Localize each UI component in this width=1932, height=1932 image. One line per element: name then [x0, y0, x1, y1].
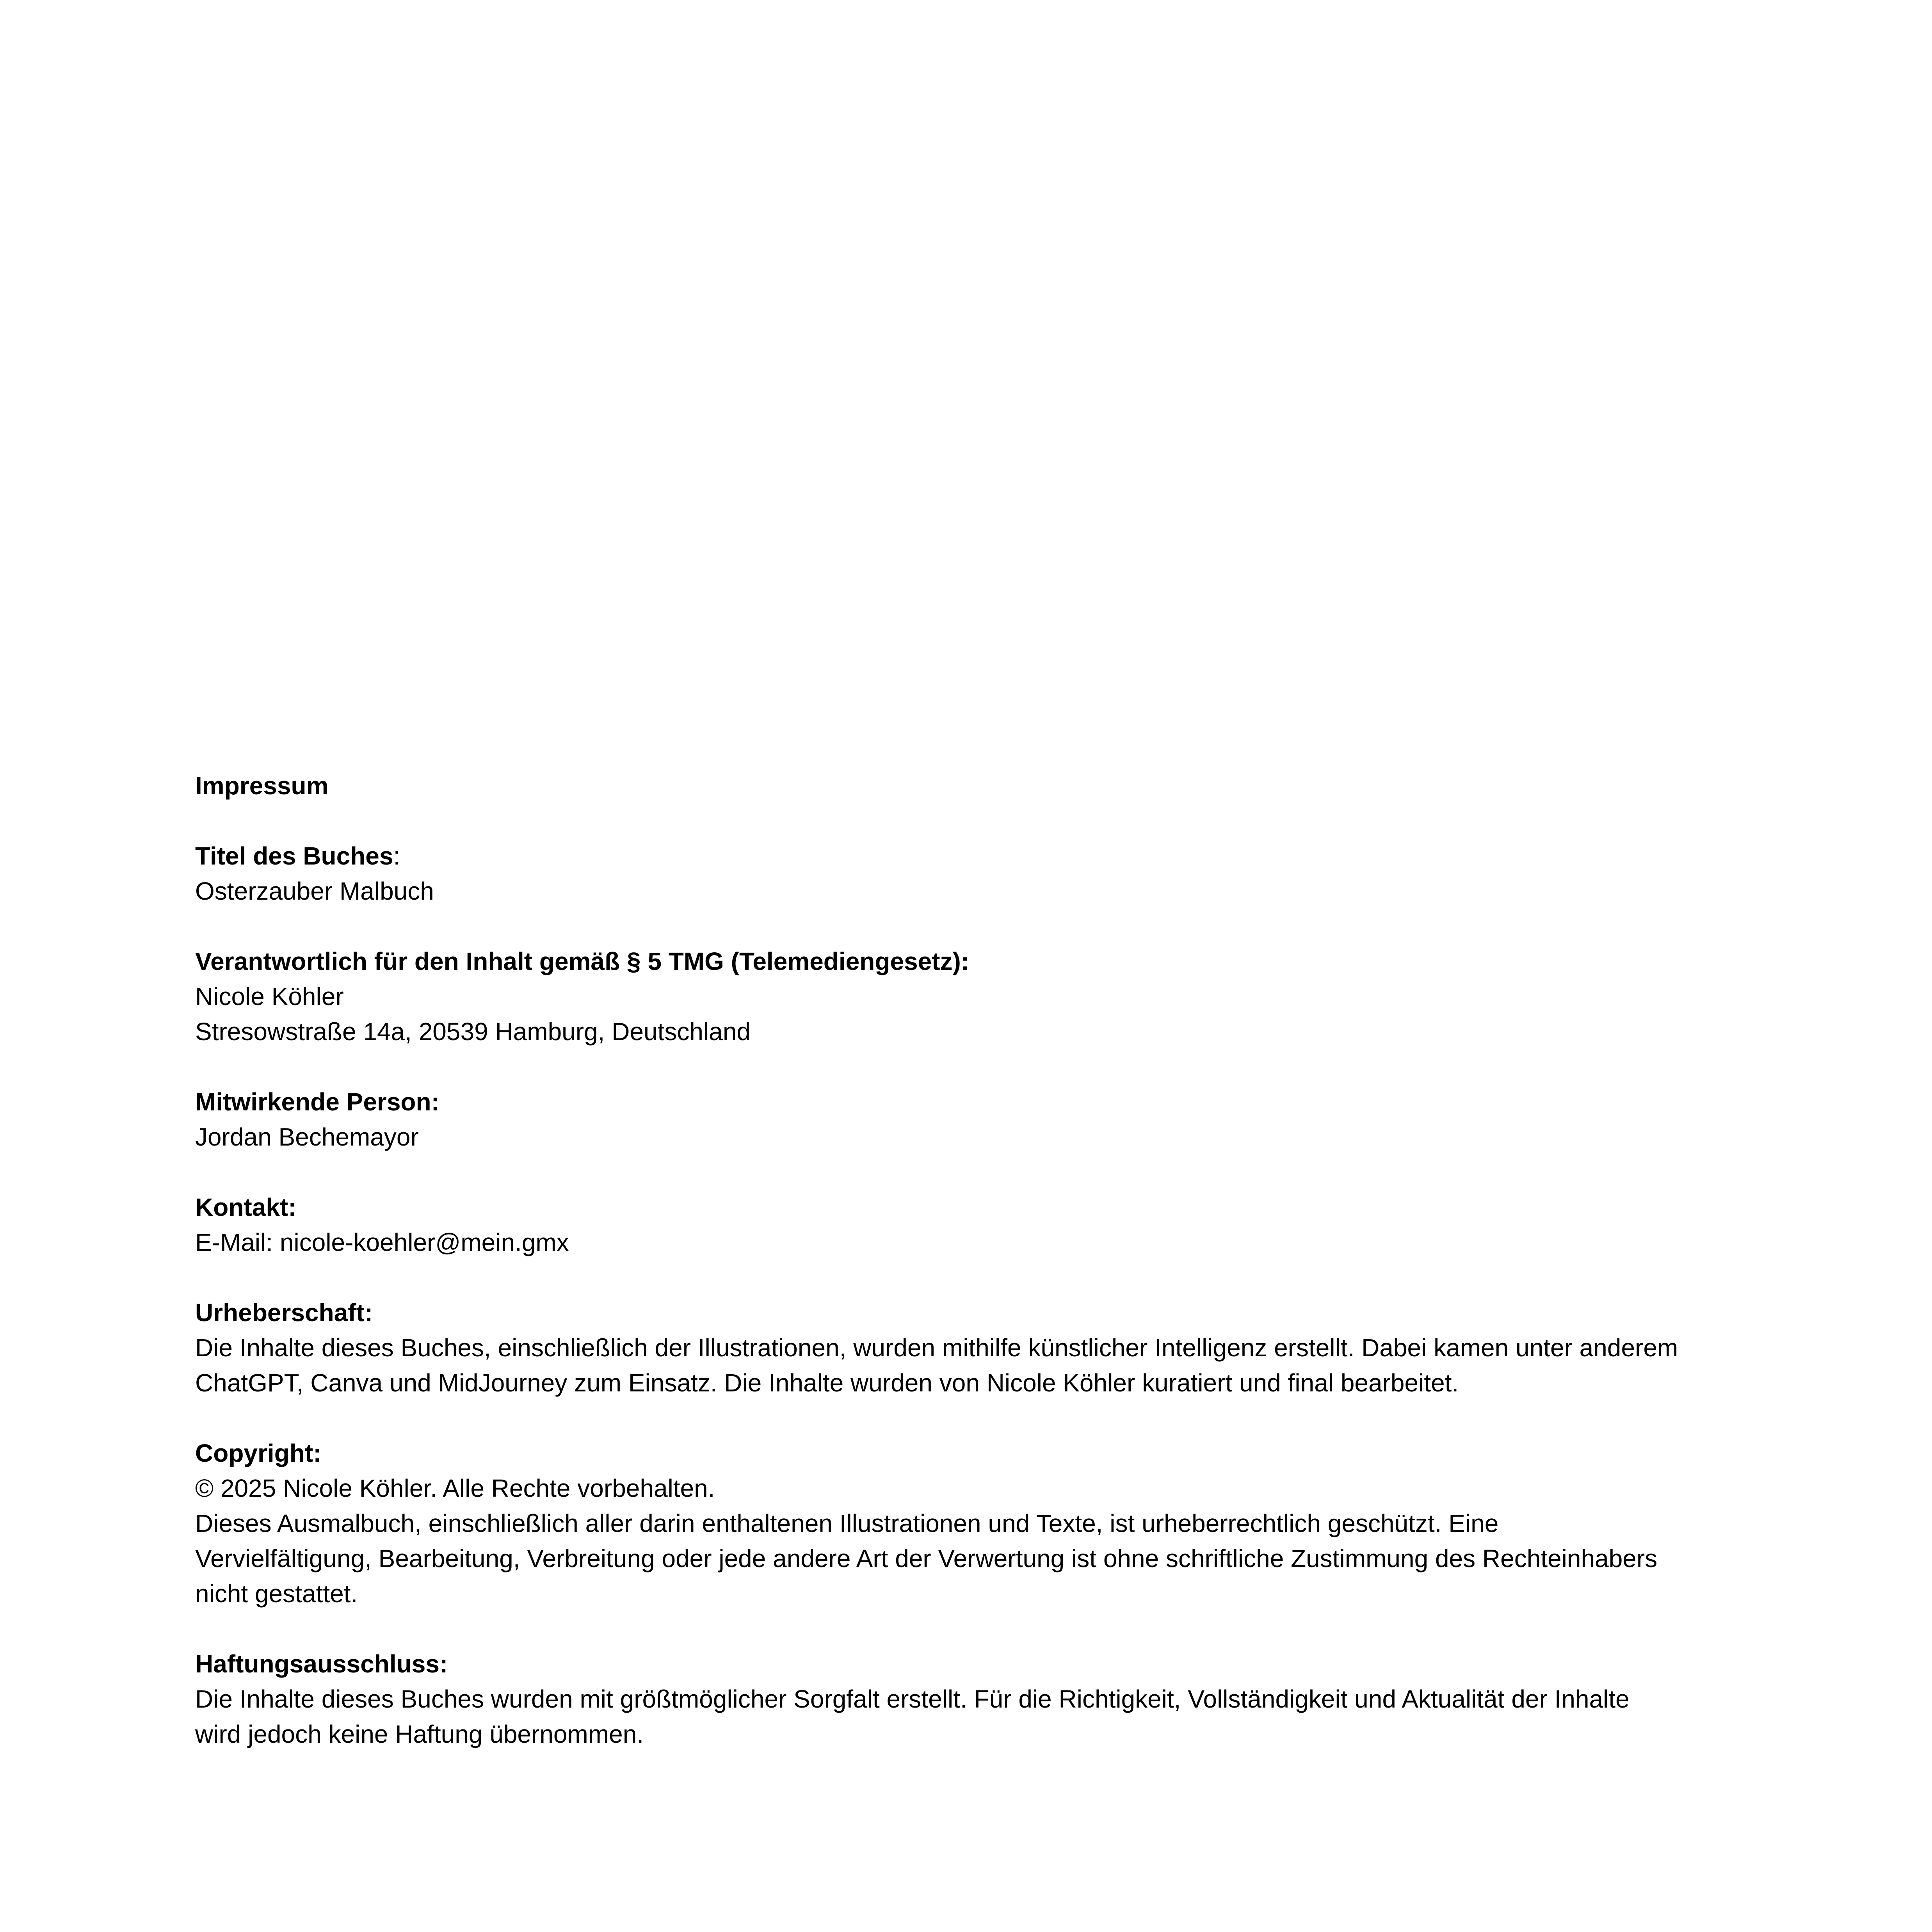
copyright-section-label: Copyright:: [195, 1439, 322, 1467]
spacer: [195, 1611, 1795, 1646]
authorship-text-line: Die Inhalte dieses Buches, einschließlich der Illustrationen, wurden mithilfe künstlicher Intelligenz erstellt. Dabei kamen unter anderem: [195, 1334, 1678, 1362]
spacer: [195, 803, 1795, 838]
authorship-section-label: Urheberschaft:: [195, 1299, 373, 1327]
title-section-colon: :: [393, 842, 400, 870]
responsible-name: Nicole Köhler: [195, 982, 344, 1010]
copyright-text-line: nicht gestattet.: [195, 1580, 358, 1608]
authorship-text-line: ChatGPT, Canva und MidJourney zum Einsatz. Die Inhalte wurden von Nicole Köhler kuratiert und final bearbeitet.: [195, 1369, 1459, 1397]
impressum-block: [195, 768, 1795, 1752]
book-title: Osterzauber Malbuch: [195, 877, 434, 905]
spacer: [195, 1049, 1795, 1084]
disclaimer-section-label: Haftungsausschluss:: [195, 1650, 448, 1678]
responsible-address: Stresowstraße 14a, 20539 Hamburg, Deutschland: [195, 1018, 751, 1046]
spacer: [195, 1155, 1795, 1190]
spacer: [195, 1400, 1795, 1436]
copyright-text-line: Vervielfältigung, Bearbeitung, Verbreitung oder jede andere Art der Verwertung ist ohne schriftliche Zustimmung des Rechteinhabers: [195, 1544, 1658, 1573]
copyright-notice: © 2025 Nicole Köhler. Alle Rechte vorbehalten.: [195, 1474, 715, 1502]
contributor-section-label: Mitwirkende Person:: [195, 1088, 439, 1116]
spacer: [195, 909, 1795, 944]
disclaimer-text-line: Die Inhalte dieses Buches wurden mit größtmöglicher Sorgfalt erstellt. Für die Richtigkeit, Vollständigkeit und Aktualität der Inhalte: [195, 1685, 1630, 1713]
spacer: [195, 1260, 1795, 1295]
title-section-label-line: [195, 838, 1795, 873]
responsible-section-label: Verantwortlich für den Inhalt gemäß § 5 TMG (Telemediengesetz):: [195, 947, 970, 975]
contributor-name: Jordan Bechemayor: [195, 1123, 419, 1151]
contact-email: E-Mail: nicole-koehler@mein.gmx: [195, 1228, 569, 1256]
title-section-label: Titel des Buches: [195, 842, 393, 870]
copyright-text-line: Dieses Ausmalbuch, einschließlich aller darin enthaltenen Illustrationen und Texte, ist urheberrechtlich geschützt. Eine: [195, 1509, 1499, 1537]
disclaimer-text-line: wird jedoch keine Haftung übernommen.: [195, 1720, 644, 1748]
contact-section-label: Kontakt:: [195, 1193, 297, 1221]
impressum-heading: Impressum: [195, 772, 329, 800]
